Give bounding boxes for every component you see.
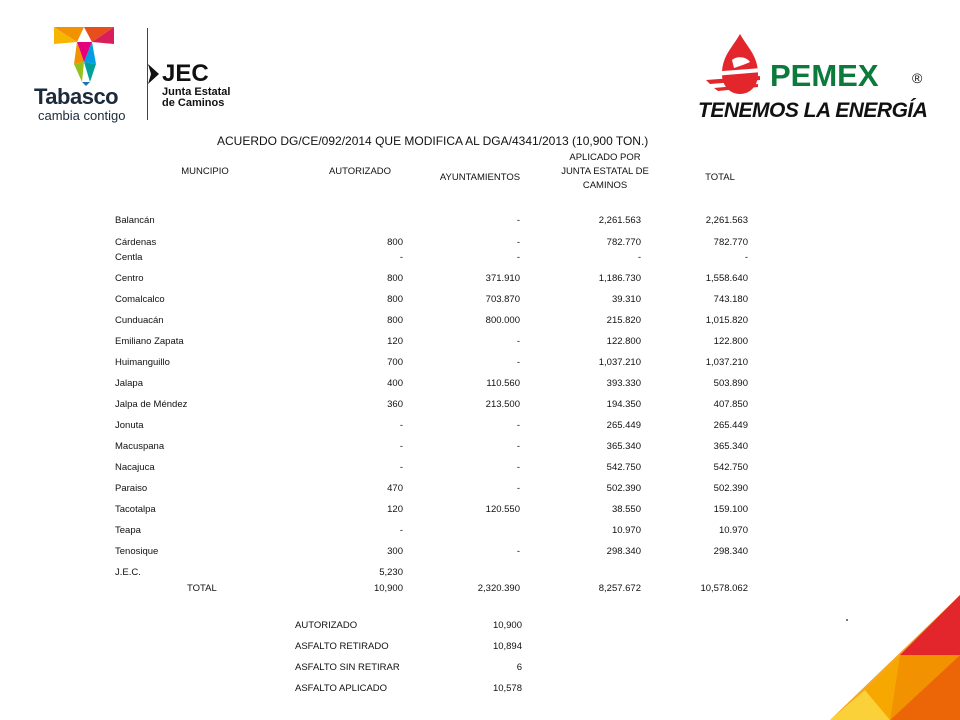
cell-autorizado: 120 — [387, 504, 403, 515]
cell-municipio: Tacotalpa — [115, 504, 156, 515]
cell-ayuntamientos: - — [516, 483, 520, 494]
summary-value: 10,894 — [492, 641, 522, 652]
col-header-ayuntamientos: AYUNTAMIENTOS — [439, 172, 521, 183]
col-header-aplicado-line2: JUNTA ESTATAL DE — [561, 166, 649, 177]
cell-aplicado: 393.330 — [606, 378, 641, 389]
cell-municipio: Jonuta — [115, 420, 144, 431]
cell-total: 782.770 — [713, 237, 748, 248]
cell-ayuntamientos: 110.560 — [486, 378, 520, 389]
cell-aplicado: 265.449 — [606, 420, 641, 431]
cell-autorizado: 800 — [387, 294, 403, 305]
cell-autorizado: - — [399, 525, 403, 536]
cell-ayuntamientos: - — [516, 420, 520, 431]
cell-ayuntamientos: - — [516, 441, 520, 452]
tabasco-name: Tabasco — [34, 84, 119, 109]
cell-municipio: Tenosique — [115, 546, 159, 557]
cell-total: 502.390 — [713, 483, 748, 494]
summary-label: ASFALTO APLICADO — [295, 683, 388, 694]
cell-total: 298.340 — [713, 546, 748, 557]
col-header-autorizado: AUTORIZADO — [328, 166, 392, 177]
cell-municipio: Emiliano Zapata — [115, 336, 184, 347]
summary-label: AUTORIZADO — [295, 620, 358, 631]
cell-total: 122.800 — [713, 336, 748, 347]
cell-ayuntamientos: - — [516, 336, 520, 347]
totals-label: TOTAL — [187, 583, 217, 594]
cell-municipio: Nacajuca — [115, 462, 155, 473]
pemex-slogan: TENEMOS LA ENERGÍA — [698, 99, 928, 122]
cell-total: 743.180 — [713, 294, 748, 305]
cell-ayuntamientos: 120.550 — [485, 504, 520, 515]
cell-aplicado: 194.350 — [606, 399, 641, 410]
cell-total: - — [744, 252, 748, 263]
col-header-total: TOTAL — [705, 172, 735, 183]
totals-total: 10,578.062 — [700, 583, 748, 594]
cell-ayuntamientos: - — [516, 357, 520, 368]
cell-autorizado: - — [399, 462, 403, 473]
cell-ayuntamientos: - — [516, 215, 520, 226]
cell-aplicado: 122.800 — [606, 336, 641, 347]
jec-name-line1: Junta Estatal — [162, 86, 231, 98]
cell-autorizado: 120 — [387, 336, 403, 347]
cell-aplicado: 502.390 — [606, 483, 641, 494]
cell-total: 365.340 — [713, 441, 748, 452]
col-header-aplicado-line1: APLICADO POR — [569, 152, 641, 163]
summary-value: 10,900 — [492, 620, 522, 631]
cell-autorizado: 470 — [387, 483, 403, 494]
summary-label: ASFALTO SIN RETIRAR — [295, 662, 400, 673]
cell-autorizado: 5,230 — [379, 567, 403, 578]
cell-total: 542.750 — [713, 462, 748, 473]
cell-municipio: Cárdenas — [115, 237, 157, 248]
cell-municipio: Cunduacán — [115, 315, 164, 326]
cell-aplicado: 365.340 — [606, 441, 641, 452]
cell-total: 1,015.820 — [705, 315, 748, 326]
cell-ayuntamientos: 703.870 — [485, 294, 520, 305]
cell-municipio: Balancán — [115, 215, 155, 226]
cell-autorizado: - — [399, 252, 403, 263]
cell-total: 2,261.563 — [705, 215, 748, 226]
summary-label: ASFALTO RETIRADO — [295, 641, 389, 652]
jec-name-line2: de Caminos — [162, 97, 225, 109]
cell-total: 159.100 — [713, 504, 748, 515]
cell-aplicado: 2,261.563 — [598, 215, 641, 226]
cell-municipio: J.E.C. — [115, 567, 141, 578]
cell-autorizado: - — [399, 441, 403, 452]
cell-total: 10.970 — [718, 525, 748, 536]
cell-total: 407.850 — [713, 399, 748, 410]
cell-ayuntamientos: 213.500 — [485, 399, 520, 410]
cell-municipio: Huimanguillo — [115, 357, 170, 368]
col-header-aplicado-line3: CAMINOS — [582, 180, 628, 191]
cell-aplicado: - — [637, 252, 641, 263]
cell-aplicado: 542.750 — [606, 462, 641, 473]
cell-municipio: Centro — [115, 273, 144, 284]
cell-aplicado: 215.820 — [606, 315, 641, 326]
cell-municipio: Jalapa — [115, 378, 143, 389]
cell-ayuntamientos: 371.910 — [485, 273, 520, 284]
cell-municipio: Teapa — [115, 525, 141, 536]
cell-municipio: Paraiso — [115, 483, 148, 494]
totals-autorizado: 10,900 — [373, 583, 403, 594]
cell-municipio: Macuspana — [115, 441, 165, 452]
cell-autorizado: 800 — [387, 315, 403, 326]
cell-aplicado: 298.340 — [606, 546, 641, 557]
cell-municipio: Centla — [115, 252, 143, 263]
cell-autorizado: 800 — [387, 273, 403, 284]
cell-autorizado: 800 — [387, 237, 403, 248]
col-header-municipio: MUNCIPIO — [181, 166, 229, 177]
cell-aplicado: 1,186.730 — [598, 273, 641, 284]
totals-aplicado: 8,257.672 — [598, 583, 641, 594]
pemex-eagle-logo — [700, 30, 780, 102]
cell-autorizado: 700 — [387, 357, 403, 368]
totals-ayuntamientos: 2,320.390 — [477, 583, 520, 594]
cell-autorizado: 300 — [387, 546, 403, 557]
pemex-wordmark: PEMEX — [770, 58, 879, 93]
cell-municipio: Comalcalco — [115, 294, 165, 305]
cell-total: 1,558.640 — [705, 273, 748, 284]
cell-municipio: Jalpa de Méndez — [115, 399, 188, 410]
cell-ayuntamientos: - — [516, 462, 520, 473]
summary-value: 6 — [516, 662, 522, 673]
cell-ayuntamientos: - — [516, 252, 520, 263]
cell-autorizado: - — [399, 420, 403, 431]
corner-decoration — [830, 595, 960, 720]
cell-aplicado: 1,037.210 — [598, 357, 641, 368]
tabasco-tagline: cambia contigo — [38, 108, 126, 123]
cell-ayuntamientos: - — [516, 546, 520, 557]
cell-aplicado: 38.550 — [611, 504, 641, 515]
cell-aplicado: 10.970 — [611, 525, 641, 536]
summary-value: 10,578 — [492, 683, 522, 694]
cell-ayuntamientos: 800.000 — [485, 315, 520, 326]
cell-aplicado: 39.310 — [611, 294, 641, 305]
cell-autorizado: 400 — [387, 378, 403, 389]
document-title: ACUERDO DG/CE/092/2014 QUE MODIFICA AL DGA/4341/2013 (10,900 TON.) — [217, 134, 649, 148]
cell-autorizado: 360 — [387, 399, 403, 410]
cell-total: 1,037.210 — [705, 357, 748, 368]
cell-aplicado: 782.770 — [606, 237, 641, 248]
cell-total: 265.449 — [713, 420, 748, 431]
cell-ayuntamientos: - — [516, 237, 520, 248]
jec-acronym: JEC — [162, 60, 209, 87]
registered-mark: ® — [912, 70, 923, 86]
cell-total: 503.890 — [713, 378, 748, 389]
